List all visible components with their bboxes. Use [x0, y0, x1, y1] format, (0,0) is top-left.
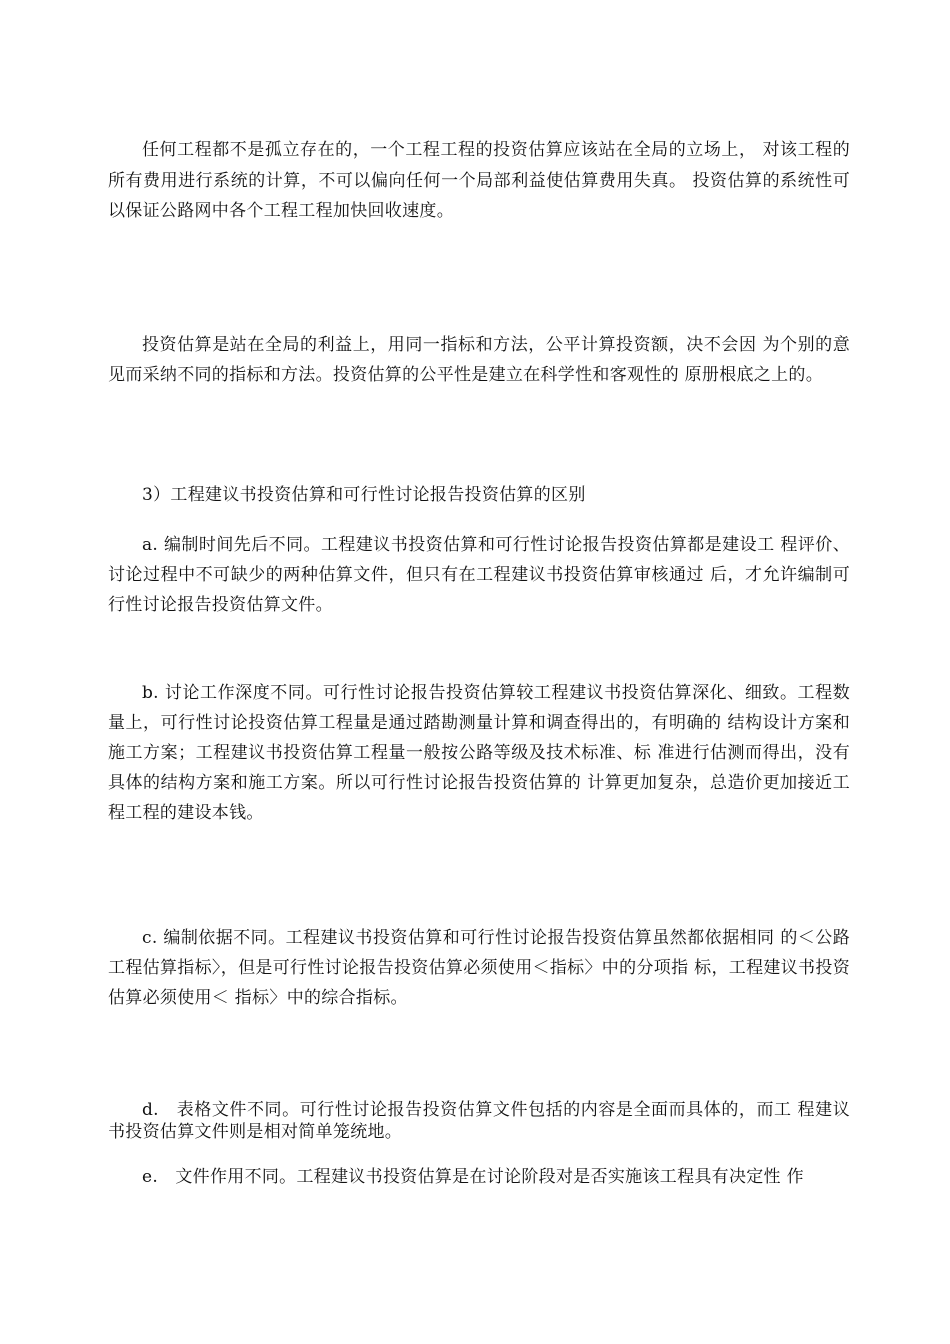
section-heading-differences: 3）工程建议书投资估算和可行性讨论报告投资估算的区别 [142, 485, 586, 505]
paragraph-item-c: c. 编制依据不同。工程建议书投资估算和可行性讨论报告投资估算虽然都依据相同 的＜公路工程估算指标〉，但是可行性讨论报告投资估算必须使用＜指标〉中的分项指 标，工程建议书投资估算必须使用＜ 指标〉中的综合指标。 [108, 928, 850, 1008]
paragraph-fairness: 投资估算是站在全局的利益上，用同一指标和方法，公平计算投资额，决不会因 为个别的意见而采纳不同的指标和方法。投资估算的公平性是建立在科学性和客观性的 原册根底之上的。 [108, 335, 850, 385]
paragraph-item-b: b. 讨论工作深度不同。可行性讨论报告投资估算较工程建议书投资估算深化、细致。工程数量上，可行性讨论投资估算工程量是通过踏勘测量计算和调查得出的，有明确的 结构设计方案和施工方案；工程建议书投资估算工程量一般按公路等级及技术标准、标 准进行估测而得出，没有具体的结构方案和施工方案。所以可行性讨论报告投资估算的 计算更加复杂，总造价更加接近工程工程的建设本钱。 [108, 683, 850, 823]
paragraph-item-e: e. 文件作用不同。工程建议书投资估算是在讨论阶段对是否实施该工程具有决定性 作 [142, 1167, 804, 1187]
paragraph-item-a: a. 编制时间先后不同。工程建议书投资估算和可行性讨论报告投资估算都是建设工 程评价、讨论过程中不可缺少的两种估算文件，但只有在工程建议书投资估算审核通过 后，才允许编制可行性讨论报告投资估算文件。 [108, 535, 850, 615]
paragraph-systematic: 任何工程都不是孤立存在的，一个工程工程的投资估算应该站在全局的立场上， 对该工程的所有费用进行系统的计算，不可以偏向任何一个局部利益使估算费用失真。 投资估算的系统性可以保证公路网中各个工程工程加快回收速度。 [108, 140, 850, 221]
paragraph-item-d: d. 表格文件不同。可行性讨论报告投资估算文件包括的内容是全面而具体的，而工 程建议书投资估算文件则是相对简单笼统地。 [108, 1100, 850, 1142]
